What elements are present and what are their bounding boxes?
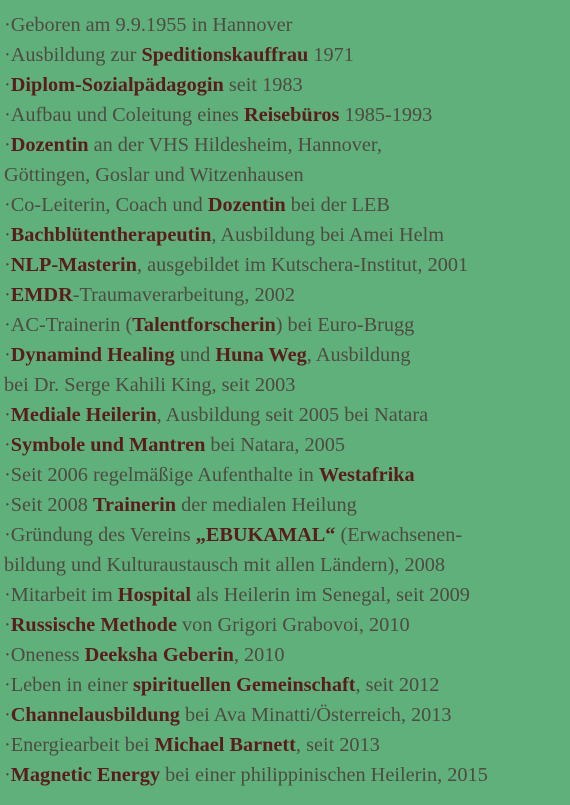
highlighted-term: NLP-Masterin — [10, 254, 137, 276]
item-text: Göttingen, Goslar und Witzenhausen — [4, 164, 304, 186]
item-text: (Erwachsenen- — [335, 524, 463, 546]
list-item — [4, 190, 568, 220]
item-text: Leben in einer — [10, 674, 133, 696]
highlighted-term: Dynamind Healing — [10, 344, 175, 366]
bullet-marker: · — [4, 44, 11, 66]
highlighted-term: Trainerin — [93, 494, 177, 516]
item-text: Seit 2008 — [10, 494, 94, 516]
list-item — [4, 430, 568, 460]
item-text: seit 1983 — [223, 74, 303, 96]
item-text: , 2010 — [233, 644, 285, 666]
list-item — [4, 70, 568, 100]
item-text: bei Ava Minatti/Österreich, 2013 — [179, 704, 452, 726]
item-text: der medialen Heilung — [176, 494, 357, 516]
item-text: Oneness — [10, 644, 85, 666]
highlighted-term: Reisebüros — [243, 104, 340, 126]
item-text: Seit 2006 regelmäßige Aufenthalte in — [10, 464, 319, 486]
highlighted-term: Huna Weg — [215, 344, 307, 366]
item-text: Aufbau und Coleitung eines — [10, 104, 244, 126]
item-text: Energiearbeit bei — [10, 734, 155, 756]
item-text: Gründung des Vereins — [10, 524, 196, 546]
bullet-marker: · — [4, 674, 11, 696]
item-text: Geboren am 9.9.1955 in Hannover — [10, 14, 293, 36]
list-item — [4, 250, 568, 280]
item-text: AC-Trainerin ( — [10, 314, 133, 336]
item-text: 1971 — [308, 44, 354, 66]
bullet-marker: · — [4, 734, 11, 756]
item-text: 1985-1993 — [339, 104, 433, 126]
list-item — [4, 310, 568, 340]
bullet-marker: · — [4, 74, 11, 96]
list-item — [4, 220, 568, 250]
list-item — [4, 130, 568, 160]
item-text: bildung und Kulturaustausch mit allen Ländern), 2008 — [4, 554, 446, 576]
bullet-marker: · — [4, 614, 11, 636]
bullet-marker: · — [4, 134, 11, 156]
item-text: bei einer philippinischen Heilerin, 2015 — [160, 764, 488, 786]
list-item — [4, 610, 568, 640]
item-text: an der VHS Hildesheim, Hannover, — [88, 134, 382, 156]
item-text: , seit 2012 — [355, 674, 440, 696]
item-text: bei Natara, 2005 — [205, 434, 346, 456]
item-text: Mitarbeit im — [10, 584, 118, 606]
bullet-marker: · — [4, 704, 11, 726]
bullet-marker: · — [4, 344, 11, 366]
list-item — [4, 40, 568, 70]
list-item-continuation — [4, 550, 568, 580]
highlighted-term: Mediale Heilerin — [10, 404, 157, 426]
item-text: Ausbildung zur — [10, 44, 142, 66]
item-text: -Traumaverarbeitung, 2002 — [72, 284, 296, 306]
item-text: , Ausbildung bei Amei Helm — [211, 224, 445, 246]
bullet-marker: · — [4, 314, 11, 336]
bullet-marker: · — [4, 464, 11, 486]
highlighted-term: Diplom-Sozialpädagogin — [10, 74, 224, 96]
bullet-marker: · — [4, 434, 11, 456]
bullet-marker: · — [4, 644, 11, 666]
item-text: Co-Leiterin, Coach und — [10, 194, 208, 216]
list-item — [4, 700, 568, 730]
item-text: und — [174, 344, 216, 366]
item-text: , seit 2013 — [295, 734, 380, 756]
list-item — [4, 730, 568, 760]
list-item — [4, 640, 568, 670]
highlighted-term: Westafrika — [318, 464, 415, 486]
list-item — [4, 490, 568, 520]
list-item — [4, 10, 568, 40]
bullet-marker: · — [4, 764, 11, 786]
list-item — [4, 280, 568, 310]
bullet-marker: · — [4, 254, 11, 276]
list-item — [4, 460, 568, 490]
highlighted-term: Magnetic Energy — [10, 764, 161, 786]
item-text: , Ausbildung seit 2005 bei Natara — [156, 404, 429, 426]
highlighted-term: Hospital — [117, 584, 192, 606]
list-item — [4, 520, 568, 550]
highlighted-term: Talentforscherin — [132, 314, 276, 336]
bullet-marker: · — [4, 584, 11, 606]
item-text: bei der LEB — [285, 194, 390, 216]
list-item — [4, 580, 568, 610]
biography-list — [4, 10, 568, 790]
highlighted-term: EMDR — [10, 284, 73, 306]
bullet-marker: · — [4, 104, 11, 126]
bullet-marker: · — [4, 494, 11, 516]
highlighted-term: Bachblütentherapeutin — [10, 224, 212, 246]
bullet-marker: · — [4, 404, 11, 426]
highlighted-term: Russische Methode — [10, 614, 177, 636]
highlighted-term: „EBUKAMAL“ — [195, 524, 336, 546]
item-text: von Grigori Grabovoi, 2010 — [176, 614, 410, 636]
item-text: als Heilerin im Senegal, seit 2009 — [191, 584, 470, 606]
bullet-marker: · — [4, 14, 11, 36]
item-text: ) bei Euro-Brugg — [275, 314, 415, 336]
bullet-marker: · — [4, 284, 11, 306]
item-text: , ausgebildet im Kutschera-Institut, 2001 — [136, 254, 469, 276]
highlighted-term: Dozentin — [207, 194, 286, 216]
list-item-continuation — [4, 370, 568, 400]
item-text: bei Dr. Serge Kahili King, seit 2003 — [4, 374, 296, 396]
list-item — [4, 340, 568, 370]
bullet-marker: · — [4, 194, 11, 216]
highlighted-term: Michael Barnett — [154, 734, 296, 756]
highlighted-term: Symbole und Mantren — [10, 434, 206, 456]
list-item — [4, 400, 568, 430]
list-item — [4, 760, 568, 790]
highlighted-term: spirituellen Gemeinschaft — [132, 674, 356, 696]
list-item — [4, 100, 568, 130]
item-text: , Ausbildung — [306, 344, 411, 366]
highlighted-term: Dozentin — [10, 134, 89, 156]
list-item-continuation — [4, 160, 568, 190]
bullet-marker: · — [4, 224, 11, 246]
highlighted-term: Channelausbildung — [10, 704, 180, 726]
highlighted-term: Deeksha Geberin — [84, 644, 234, 666]
list-item — [4, 670, 568, 700]
bullet-marker: · — [4, 524, 11, 546]
highlighted-term: Speditionskauffrau — [141, 44, 309, 66]
